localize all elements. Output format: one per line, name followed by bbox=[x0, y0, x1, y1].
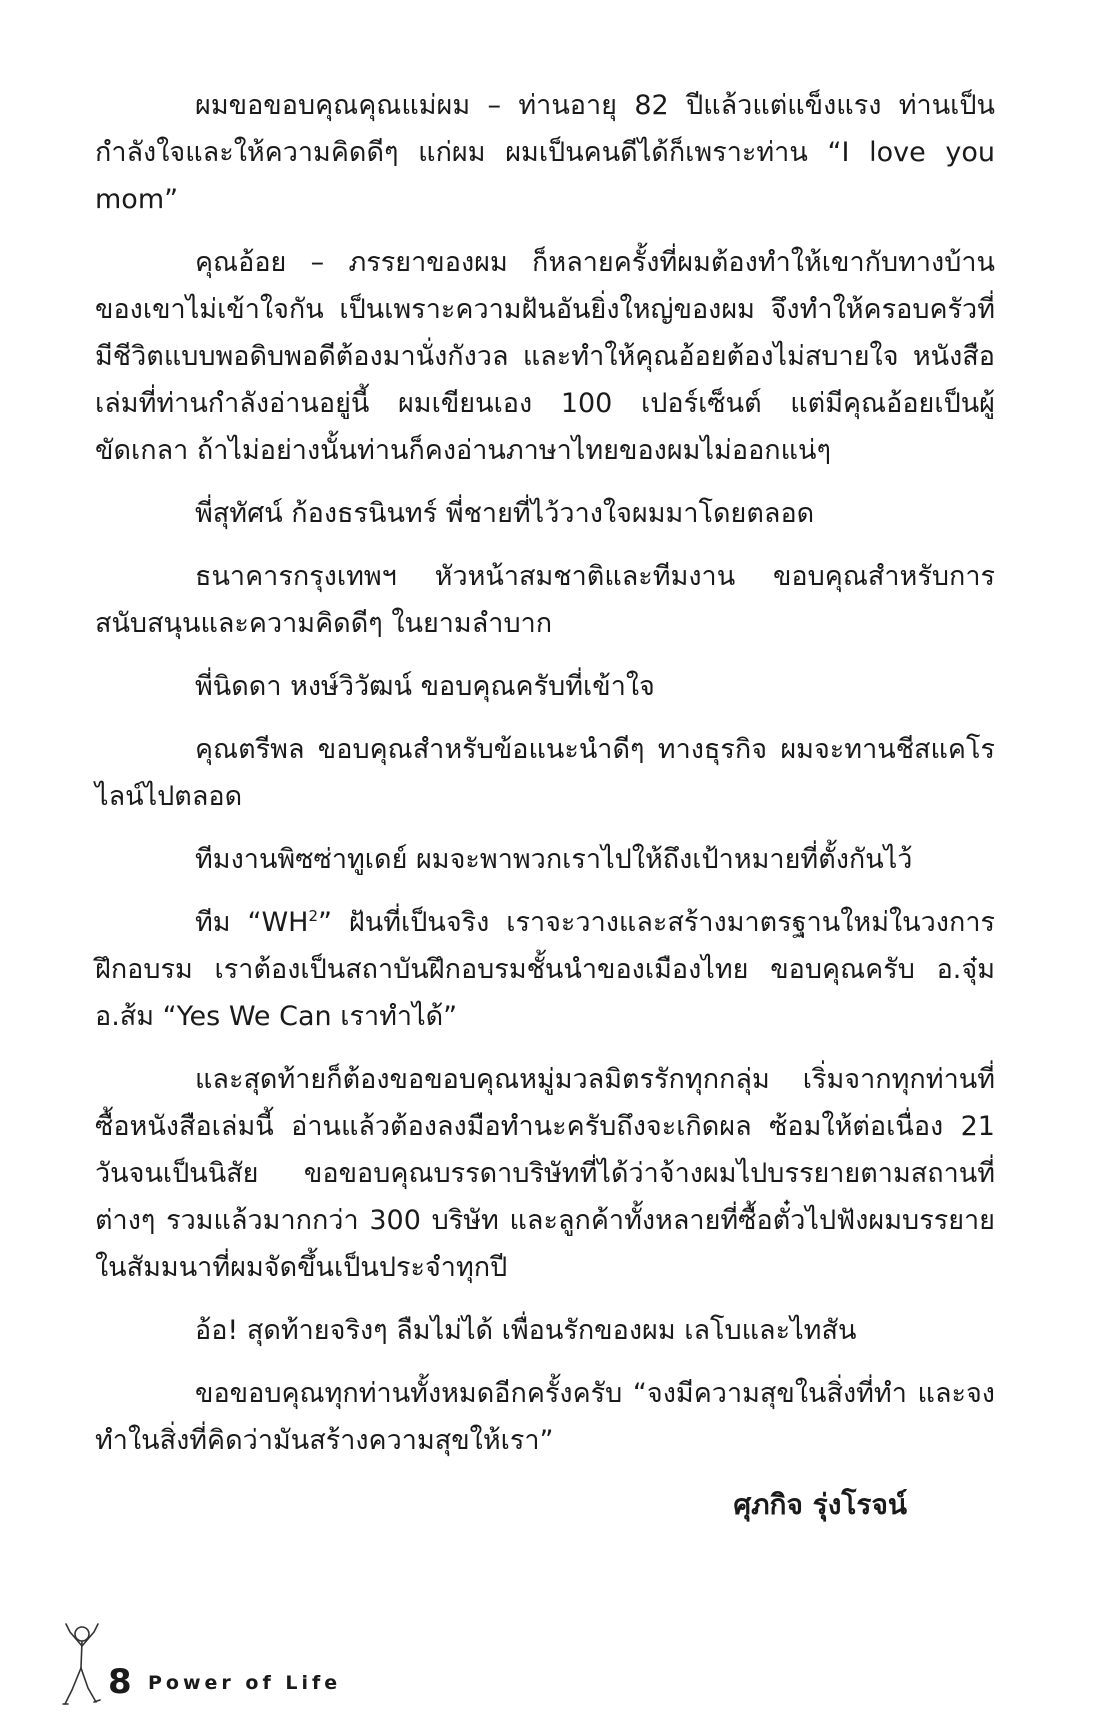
author-signature: ศุภกิจ รุ่งโรจน์ bbox=[733, 1488, 907, 1521]
wh2-text-after: ” ฝันที่เป็นจริง เราจะวางและสร้างมาตรฐานใหม่ในวงการฝึกอบรม เราต้องเป็นสถาบันฝึกอบรมชั้นนำของเมืองไทย ขอบคุณครับ อ.จุ๋ม อ.ส้ม “Yes We Can เราทำได้” bbox=[95, 907, 995, 1032]
paragraph-final-thanks: ขอขอบคุณทุกท่านทั้งหมดอีกครั้งครับ “จงมีความสุขในสิ่งที่ทำ และจงทำในสิ่งที่คิดว่ามันสร้างความสุขให้เรา” bbox=[95, 1378, 995, 1456]
paragraph-nidda: พี่นิดดา หงษ์วิวัฒน์ ขอบคุณครับที่เข้าใจ bbox=[195, 671, 655, 702]
paragraph-pets: อ้อ! สุดท้ายจริงๆ ลืมไม่ได้ เพื่อนรักของผม เลโบและไทสัน bbox=[195, 1315, 857, 1346]
paragraph-mother: ผมขอขอบคุณคุณแม่ผม – ท่านอายุ 82 ปีแล้วแต่แข็งแรง ท่านเป็นกำลังใจและให้ความคิดดีๆ แก่ผม ผมเป็นคนดีได้ก็เพราะท่าน “I love you mom” bbox=[95, 90, 995, 215]
wh2-text-before: ทีม “WH bbox=[195, 907, 309, 938]
paragraph-treepon: คุณตรีพล ขอบคุณสำหรับข้อแนะนำดีๆ ทางธุรกิจ ผมจะทานชีสแคโรไลน์ไปตลอด bbox=[95, 734, 995, 812]
page-number: 8 bbox=[108, 1662, 132, 1702]
page-footer bbox=[60, 1620, 460, 1710]
paragraph-wh2-team bbox=[95, 899, 995, 1040]
paragraph-bangkok-bank: ธนาคารกรุงเทพฯ หัวหน้าสมชาติและทีมงาน ขอบคุณสำหรับการสนับสนุนและความคิดดีๆ ในยามลำบาก bbox=[95, 561, 995, 639]
stick-figure-icon bbox=[60, 1620, 104, 1708]
paragraph-pizza-today: ทีมงานพิซซ่าทูเดย์ ผมจะพาพวกเราไปให้ถึงเป้าหมายที่ตั้งกันไว้ bbox=[195, 844, 913, 875]
page-body bbox=[95, 82, 995, 1480]
wh2-superscript: 2 bbox=[308, 907, 319, 925]
paragraph-sutat: พี่สุทัศน์ ก้องธรนินทร์ พี่ชายที่ไว้วางใจผมมาโดยตลอด bbox=[195, 498, 815, 529]
paragraph-friends-customers: และสุดท้ายก็ต้องขอขอบคุณหมู่มวลมิตรรักทุกกลุ่ม เริ่มจากทุกท่านที่ซื้อหนังสือเล่มนี้ อ่านแล้วต้องลงมือทำนะครับถึงจะเกิดผล ซ้อมให้ต่อเนื่อง 21 วันจนเป็นนิสัย ขอขอบคุณบรรดาบริษัทที่ได้ว่าจ้างผมไปบรรยายตามสถานที่ต่างๆ รวมแล้วมากกว่า 300 บริษัท และลูกค้าทั้งหลายที่ซื้อตั๋วไปฟังผมบรรยายในสัมมนาที่ผมจัดขึ้นเป็นประจำทุกปี bbox=[95, 1064, 995, 1283]
book-title: Power of Life bbox=[148, 1672, 342, 1694]
paragraph-wife: คุณอ้อย – ภรรยาของผม ก็หลายครั้งที่ผมต้องทำให้เขากับทางบ้านของเขาไม่เข้าใจกัน เป็นเพราะความฝันอันยิ่งใหญ่ของผม จึงทำให้ครอบครัวที่มีชีวิตแบบพอดิบพอดีต้องมานั่งกังวล และทำให้คุณอ้อยต้องไม่สบายใจ หนังสือเล่มที่ท่านกำลังอ่านอยู่นี้ ผมเขียนเอง 100 เปอร์เซ็นต์ แต่มีคุณอ้อยเป็นผู้ขัดเกลา ถ้าไม่อย่างนั้นท่านก็คงอ่านภาษาไทยของผมไม่ออกแน่ๆ bbox=[95, 247, 995, 466]
